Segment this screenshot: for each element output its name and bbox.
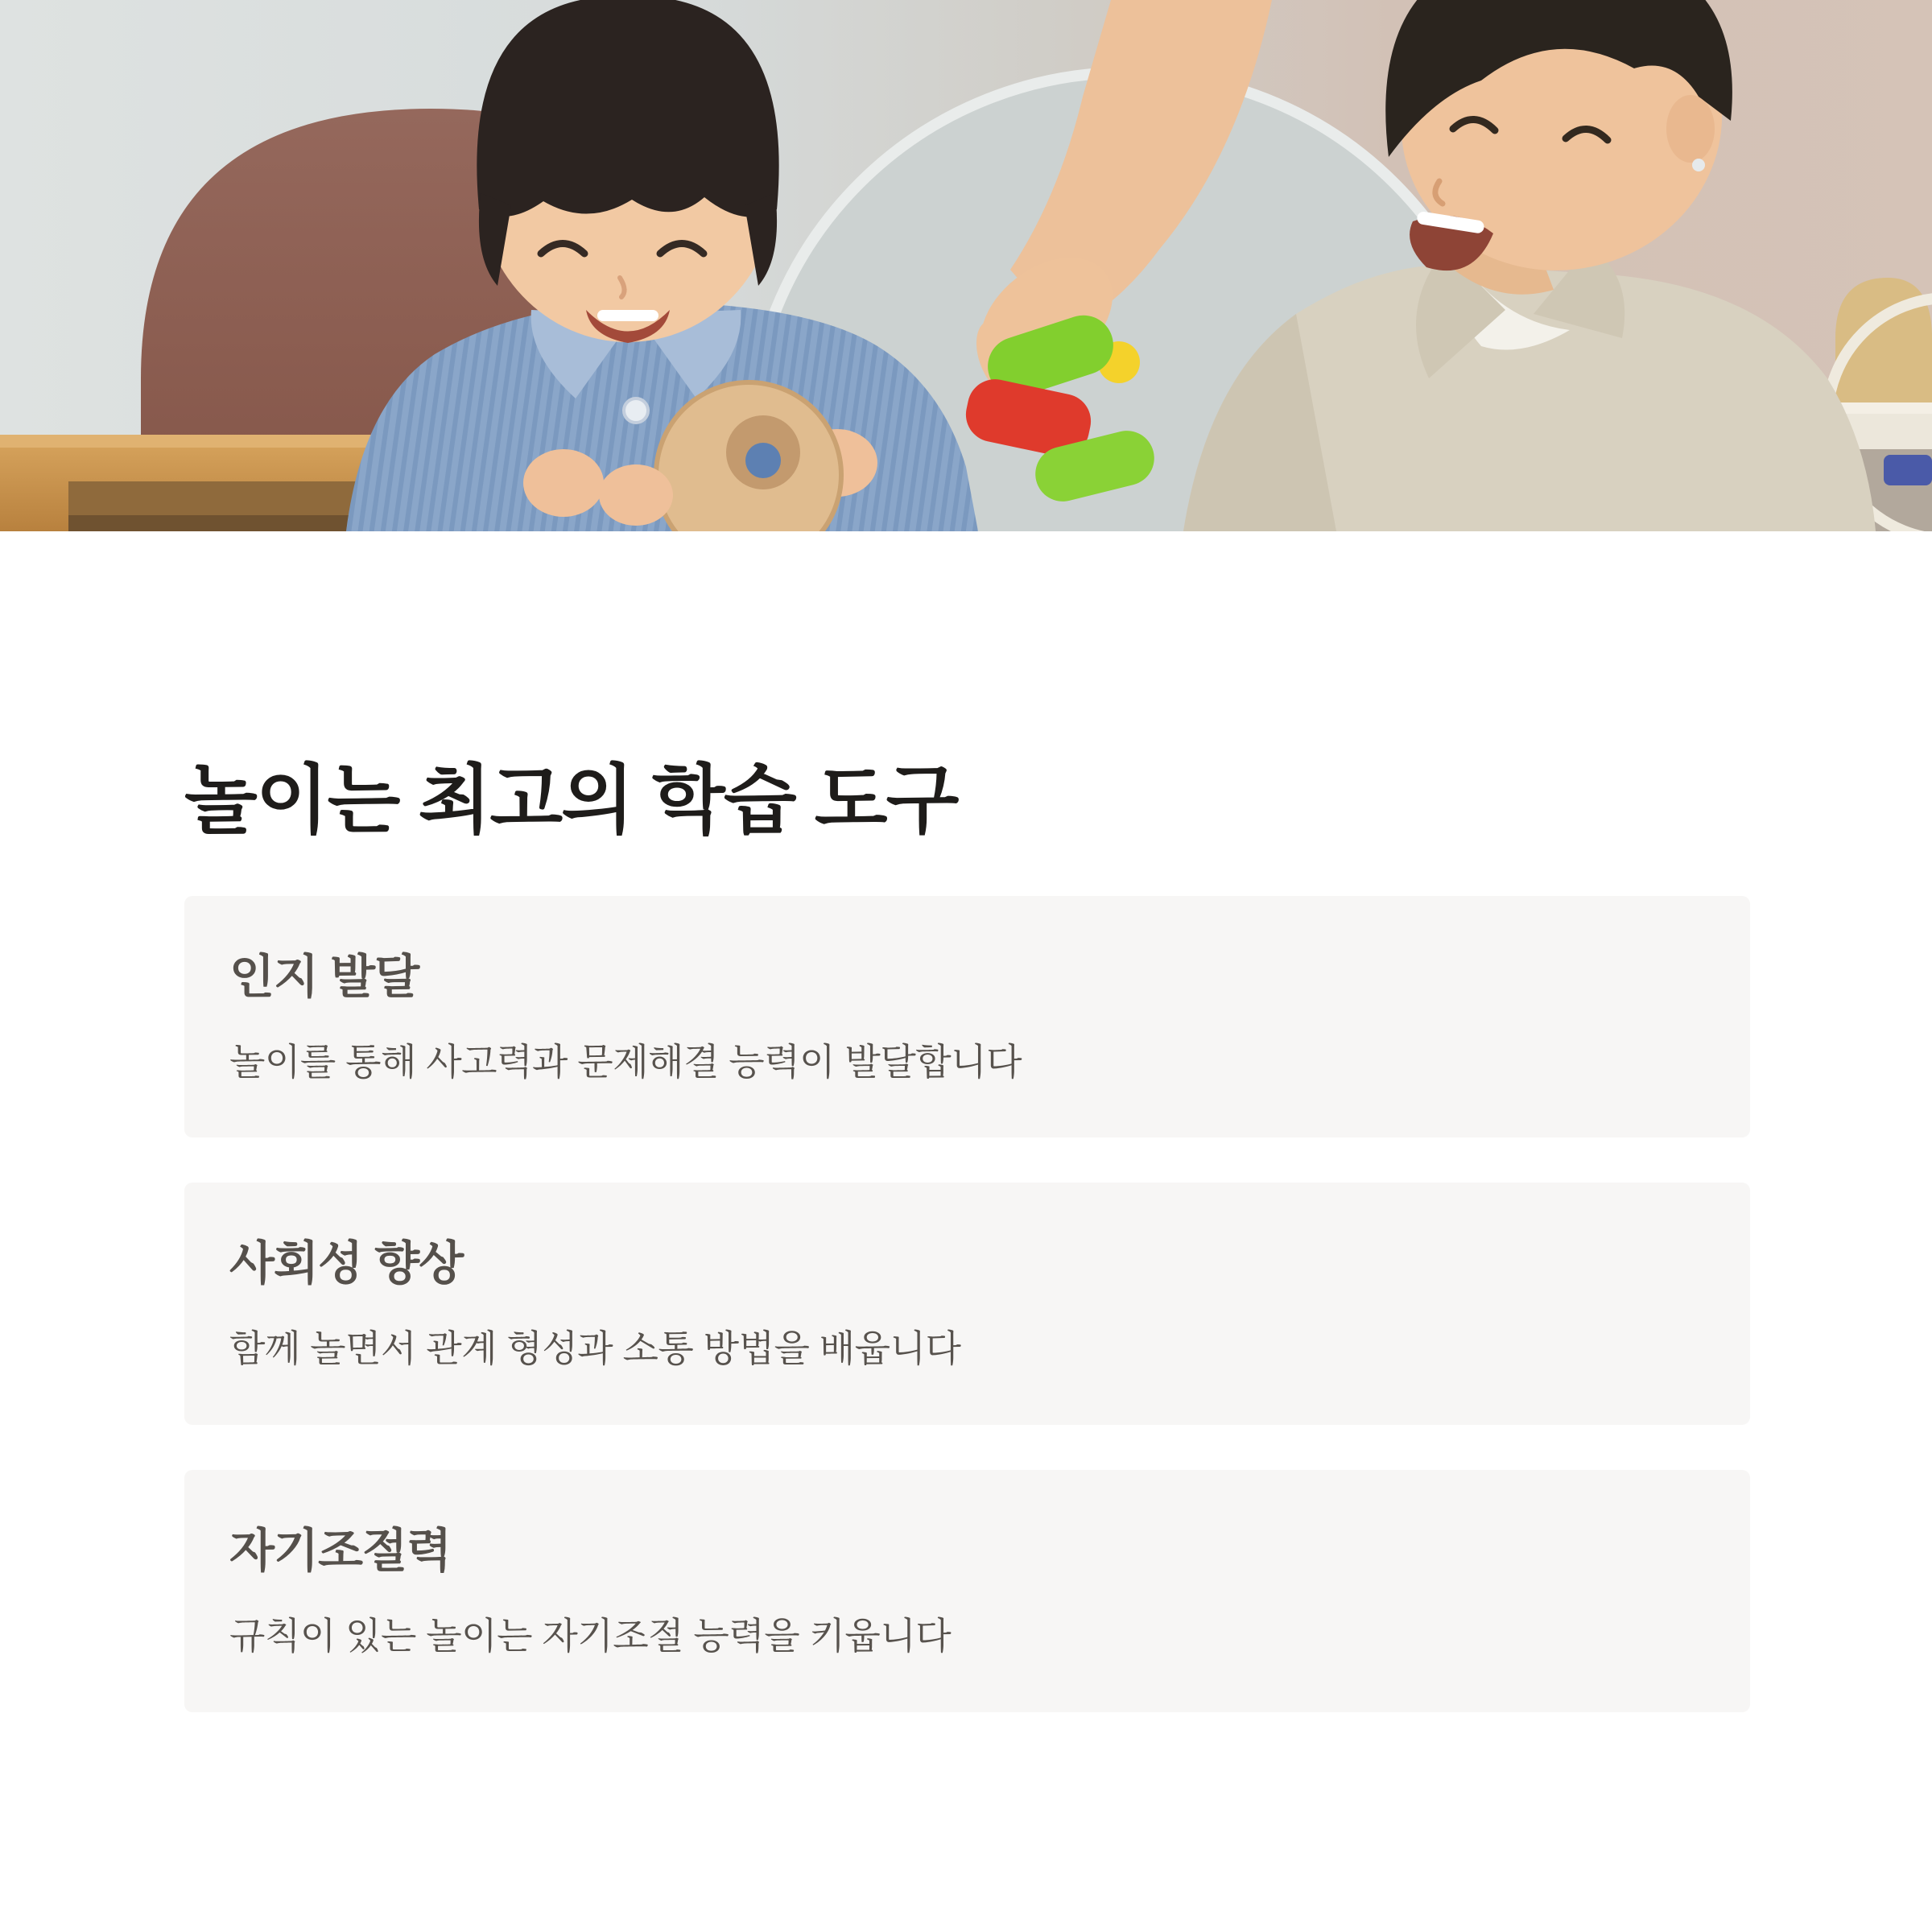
card-title: 인지 발달 (229, 950, 419, 1003)
benefit-card-self-regulation (184, 1470, 1750, 1712)
benefits-section (0, 753, 1932, 1712)
page-title: 놀이는 최고의 학습 도구 (184, 758, 958, 842)
card-title: 사회성 향상 (229, 1237, 464, 1290)
benefit-card-social (184, 1183, 1750, 1425)
hero-photo (0, 0, 1932, 531)
card-description: 함께 놀면서 관계 형성과 소통 방법을 배웁니다 (229, 1327, 961, 1370)
card-description: 놀이를 통해 사고력과 문제해결 능력이 발달합니다 (229, 1040, 1022, 1083)
card-title: 자기조절력 (229, 1524, 452, 1577)
card-description: 규칙이 있는 놀이는 자기조절 능력을 키웁니다 (229, 1615, 952, 1657)
hero-illustration (0, 0, 1932, 531)
benefit-card-cognitive (184, 896, 1750, 1138)
